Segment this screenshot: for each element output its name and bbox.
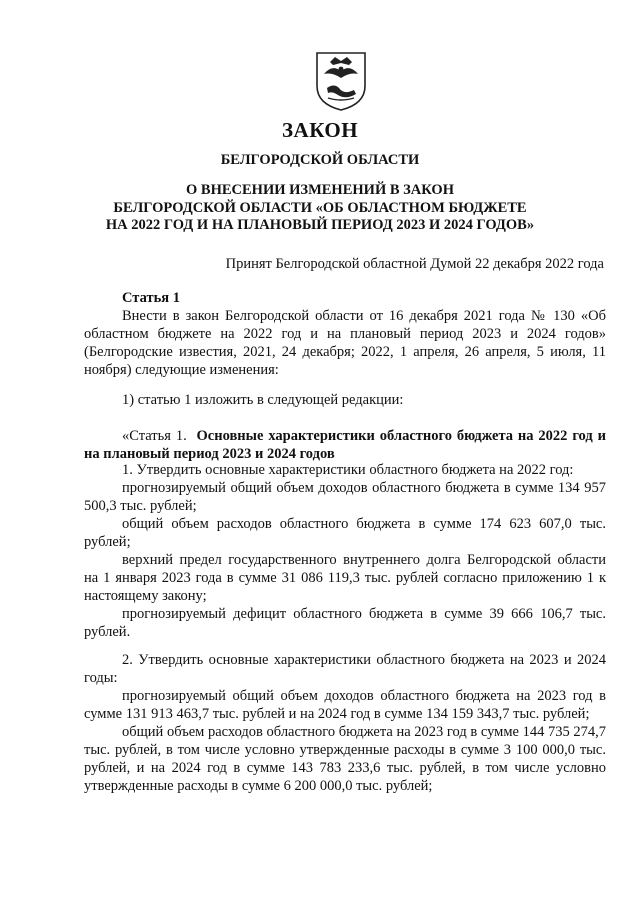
quoted-article-title: Основные характеристики областного бюджета на 2022 год и на плановый период 2023 и 2024 годов	[84, 428, 606, 462]
section-heading: 1. Утвердить основные характеристики областного бюджета на 2022 год:	[122, 462, 574, 478]
law-title-line: О ВНЕСЕНИИ ИЗМЕНЕНИЙ В ЗАКОН	[186, 182, 454, 198]
section-2022	[84, 461, 606, 641]
section-line: общий объем расходов областного бюджета на 2023 год в сумме 144 735 274,7 тыс. рублей, в том числе условно утвержденные расходы в сумме 3 100 000,0 тыс. рублей, и на 2024 год в сумме 143 783 233,6 тыс. рублей, в том числе условно утвержденные расходы в сумме 6 200 000,0 тыс. рублей;	[84, 724, 606, 794]
section-line: прогнозируемый дефицит областного бюджета в сумме 39 666 106,7 тыс. рублей.	[84, 606, 606, 640]
adoption-note: Принят Белгородской областной Думой 22 декабря 2022 года	[225, 256, 604, 272]
article-intro: Внести в закон Белгородской области от 16 декабря 2021 года № 130 «Об областном бюджете на 2022 год и на плановый период 2023 и 2024 годов» (Белгородские известия, 2021, 24 декабря; 2022, 1 апреля, 26 апреля, 5 июля, 11 ноября) следующие изменения:	[84, 308, 606, 378]
section-line: прогнозируемый общий объем доходов областного бюджета на 2023 год в сумме 131 913 463,7 тыс. рублей и на 2024 год в сумме 134 159 343,7 тыс. рублей;	[84, 688, 606, 722]
coat-of-arms-icon	[314, 50, 368, 112]
section-line: прогнозируемый общий объем доходов областного бюджета в сумме 134 957 500,3 тыс. рублей;	[84, 480, 606, 514]
section-line: общий объем расходов областного бюджета в сумме 174 623 607,0 тыс. рублей;	[84, 516, 606, 550]
law-title	[0, 182, 640, 235]
amendment-item-1: 1) статью 1 изложить в следующей редакции:	[122, 392, 404, 408]
section-2023-2024	[84, 651, 606, 795]
law-heading: ЗАКОН	[281, 118, 359, 142]
law-title-line: БЕЛГОРОДСКОЙ ОБЛАСТИ «ОБ ОБЛАСТНОМ БЮДЖЕТЕ	[113, 199, 527, 216]
article-heading: Статья 1	[122, 290, 180, 306]
section-line: верхний предел государственного внутреннего долга Белгородской области на 1 января 2023 года в сумме 31 086 119,3 тыс. рублей согласно приложению 1 к настоящему закону;	[84, 552, 606, 604]
section-heading: 2. Утвердить основные характеристики областного бюджета на 2023 и 2024 годы:	[84, 652, 606, 686]
region-heading: БЕЛГОРОДСКОЙ ОБЛАСТИ	[220, 152, 420, 168]
quoted-article-heading	[84, 427, 606, 463]
law-title-line: НА 2022 ГОД И НА ПЛАНОВЫЙ ПЕРИОД 2023 И 2024 ГОДОВ»	[105, 217, 535, 233]
quoted-article-number: «Статья 1.	[122, 428, 187, 444]
